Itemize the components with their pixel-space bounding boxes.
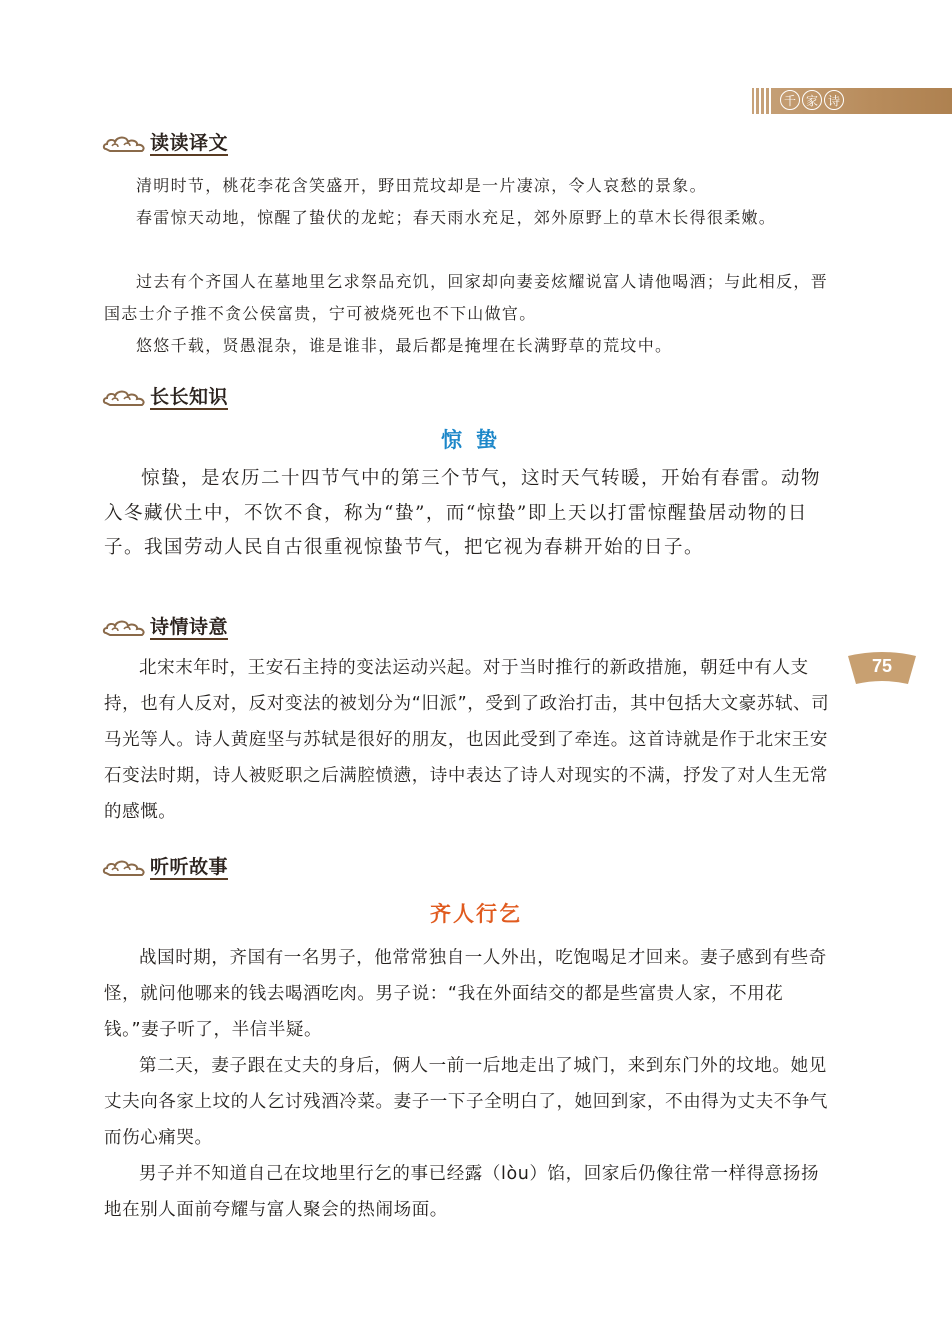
section-heading-poetic: [102, 614, 228, 642]
header-band: [752, 88, 952, 114]
cloud-icon: [102, 617, 148, 639]
page-number: 75: [871, 656, 893, 676]
cloud-icon: [102, 857, 148, 879]
cloud-icon: [102, 133, 148, 155]
poetic-paragraph: 北宋末年时，王安石主持的变法运动兴起。对于当时推行的新政措施，朝廷中有人支持，也有人反对，反对变法的被划分为“旧派”，受到了政治打击，其中包括大文豪苏轼、司马光等人。诗人黄庭坚与苏轼是很好的朋友，也因此受到了牵连。这首诗就是作于北宋王安石变法时期，诗人被贬职之后满腔愤懑，诗中表达了诗人对现实的不满，抒发了对人生无常的感慨。: [104, 658, 830, 822]
section-heading-knowledge: [102, 384, 228, 412]
story-paragraph: 男子并不知道自己在坟地里行乞的事已经露（lòu）馅，回家后仍像往常一样得意扬扬地在别人面前夸耀与富人聚会的热闹场面。: [104, 1164, 820, 1220]
translation-paragraph: 清明时节，桃花李花含笑盛开，野田荒坟却是一片凄凉，令人哀愁的景象。: [136, 176, 707, 195]
section-heading-story: [102, 854, 228, 882]
knowledge-paragraph: 惊蛰，是农历二十四节气中的第三个节气，这时天气转暖，开始有春雷。动物入冬藏伏土中，不饮不食，称为“蛰”，而“惊蛰”即上天以打雷惊醒蛰居动物的日子。我国劳动人民自古很重视惊蛰节气，把它视为春耕开始的日子。: [104, 468, 822, 558]
section-title: 读读译文: [150, 132, 229, 154]
section-title: 长长知识: [150, 386, 229, 408]
translation-paragraph: 悠悠千载，贤愚混杂，谁是谁非，最后都是掩埋在长满野草的荒坟中。: [136, 336, 673, 355]
book-title-char: 家: [802, 90, 822, 110]
book-title: [780, 90, 844, 110]
knowledge-subtitle: 惊蛰: [441, 428, 511, 452]
section-heading-translation: [102, 130, 228, 158]
story-subtitle: 齐人行乞: [430, 902, 522, 926]
translation-paragraph: 春雷惊天动地，惊醒了蛰伏的龙蛇；春天雨水充足，郊外原野上的草木长得很柔嫩。: [136, 208, 777, 227]
header-stripes: [752, 88, 772, 114]
story-paragraph: 第二天，妻子跟在丈夫的身后，俩人一前一后地走出了城门，来到东门外的坟地。她见丈夫向各家上坟的人乞讨残酒冷菜。妻子一下子全明白了，她回到家，不由得为丈夫不争气而伤心痛哭。: [104, 1056, 828, 1148]
translation-paragraph: 过去有个齐国人在墓地里乞求祭品充饥，回家却向妻妾炫耀说富人请他喝酒；与此相反，晋国志士介子推不贪公侯富贵，宁可被烧死也不下山做官。: [104, 272, 829, 323]
book-title-char: 千: [780, 90, 800, 110]
section-title: 诗情诗意: [150, 616, 229, 638]
story-paragraph: 战国时期，齐国有一名男子，他常常独自一人外出，吃饱喝足才回来。妻子感到有些奇怪，就问他哪来的钱去喝酒吃肉。男子说：“我在外面结交的都是些富贵人家，不用花钱。”妻子听了，半信半疑。: [104, 948, 827, 1040]
cloud-icon: [102, 387, 148, 409]
section-title: 听听故事: [150, 856, 229, 878]
page-number-tab: [846, 652, 918, 686]
book-title-char: 诗: [824, 90, 844, 110]
